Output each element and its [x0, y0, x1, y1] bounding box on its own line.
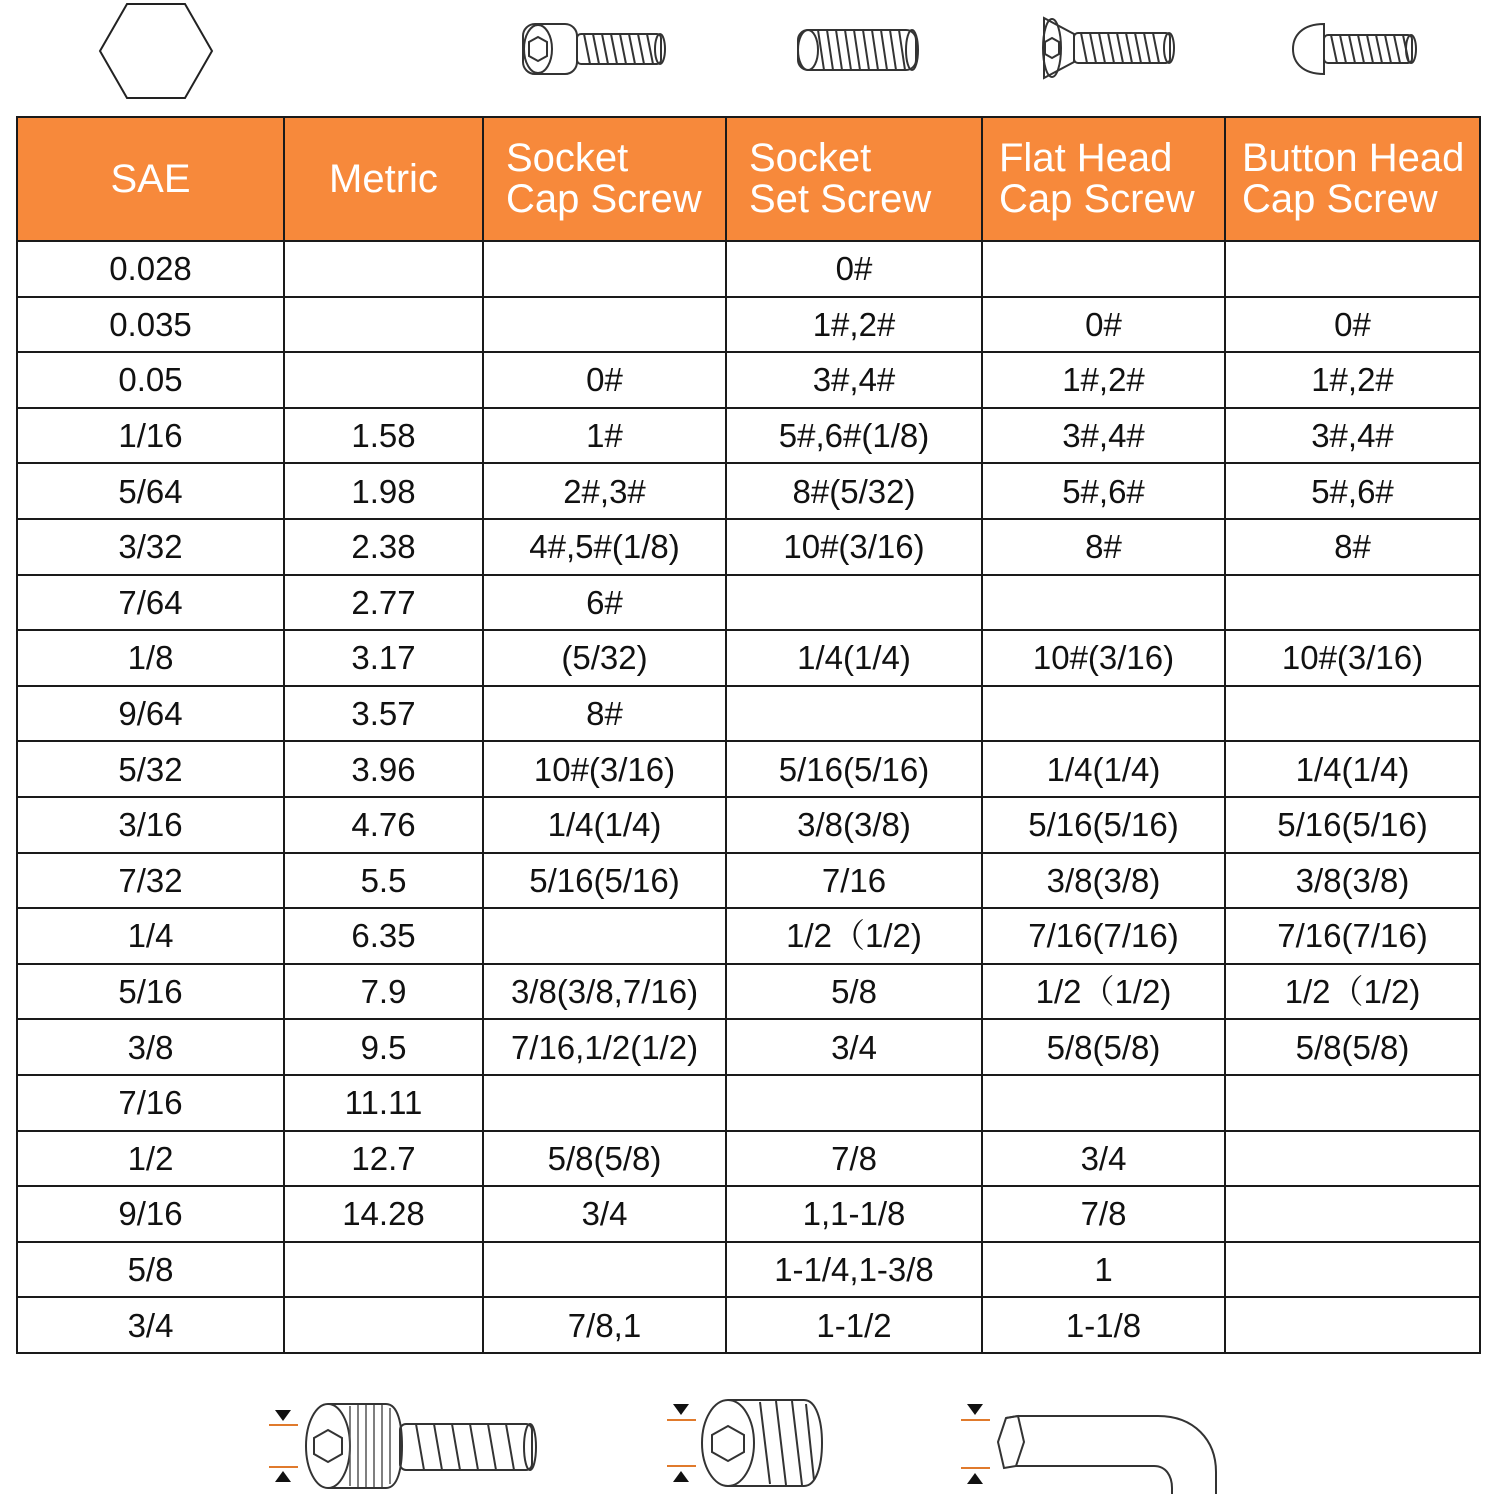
table-row: [17, 964, 1480, 1020]
cell-socket-set-screw: 3#,4#: [726, 352, 982, 408]
cell-socket-cap-screw: 7/16,1/2(1/2): [483, 1019, 726, 1075]
cell-button-head-cap-screw: 3/8(3/8): [1225, 853, 1480, 909]
cell-flat-head-cap-screw: [982, 241, 1225, 297]
cell-button-head-cap-screw: [1225, 1242, 1480, 1298]
cell-socket-cap-screw: [483, 297, 726, 353]
cell-socket-set-screw: 3/4: [726, 1019, 982, 1075]
cell-metric: 11.11: [284, 1075, 483, 1131]
cell-sae: 9/64: [17, 686, 284, 742]
header-flat-head-cap-screw: Flat Head Cap Screw: [982, 117, 1225, 241]
cell-button-head-cap-screw: [1225, 575, 1480, 631]
cell-socket-set-screw: 5/16(5/16): [726, 741, 982, 797]
cell-socket-cap-screw: 3/8(3/8,7/16): [483, 964, 726, 1020]
cell-socket-set-screw: [726, 1075, 982, 1131]
button-head-cap-screw-icon: [1290, 18, 1418, 80]
cell-metric: 14.28: [284, 1186, 483, 1242]
cell-sae: 5/64: [17, 463, 284, 519]
cell-sae: 0.05: [17, 352, 284, 408]
header-metric: Metric: [284, 117, 483, 241]
cell-socket-cap-screw: 8#: [483, 686, 726, 742]
table-row: [17, 408, 1480, 464]
cell-socket-cap-screw: 10#(3/16): [483, 741, 726, 797]
cell-metric: 12.7: [284, 1131, 483, 1187]
cell-button-head-cap-screw: 5#,6#: [1225, 463, 1480, 519]
table-row: [17, 908, 1480, 964]
socket-set-screw-icon: [794, 26, 922, 74]
cell-socket-set-screw: 1,1-1/8: [726, 1186, 982, 1242]
cell-socket-set-screw: 3/8(3/8): [726, 797, 982, 853]
cell-flat-head-cap-screw: 1/2（1/2): [982, 964, 1225, 1020]
hex-key-size-chart: [16, 116, 1481, 1354]
table-row: [17, 1131, 1480, 1187]
cell-button-head-cap-screw: 7/16(7/16): [1225, 908, 1480, 964]
cell-button-head-cap-screw: 10#(3/16): [1225, 630, 1480, 686]
table-row: [17, 686, 1480, 742]
cell-flat-head-cap-screw: [982, 575, 1225, 631]
cell-metric: 1.58: [284, 408, 483, 464]
cell-socket-cap-screw: 0#: [483, 352, 726, 408]
cell-flat-head-cap-screw: 7/16(7/16): [982, 908, 1225, 964]
cell-flat-head-cap-screw: 8#: [982, 519, 1225, 575]
cell-metric: 9.5: [284, 1019, 483, 1075]
cell-sae: 7/16: [17, 1075, 284, 1131]
cell-socket-cap-screw: 5/16(5/16): [483, 853, 726, 909]
header-row: [17, 117, 1480, 241]
table-row: [17, 797, 1480, 853]
cell-button-head-cap-screw: [1225, 686, 1480, 742]
cell-socket-cap-screw: 7/8,1: [483, 1297, 726, 1353]
cell-flat-head-cap-screw: 1-1/8: [982, 1297, 1225, 1353]
cell-socket-set-screw: 1-1/2: [726, 1297, 982, 1353]
cell-sae: 0.028: [17, 241, 284, 297]
cell-socket-cap-screw: 3/4: [483, 1186, 726, 1242]
cell-button-head-cap-screw: 1#,2#: [1225, 352, 1480, 408]
table-row: [17, 297, 1480, 353]
cell-flat-head-cap-screw: 7/8: [982, 1186, 1225, 1242]
cell-flat-head-cap-screw: 0#: [982, 297, 1225, 353]
cell-flat-head-cap-screw: 3/8(3/8): [982, 853, 1225, 909]
cell-button-head-cap-screw: 0#: [1225, 297, 1480, 353]
table-row: [17, 1186, 1480, 1242]
cell-button-head-cap-screw: [1225, 1297, 1480, 1353]
cell-sae: 0.035: [17, 297, 284, 353]
cell-socket-set-screw: 1/2（1/2): [726, 908, 982, 964]
cell-metric: 6.35: [284, 908, 483, 964]
cell-metric: 4.76: [284, 797, 483, 853]
cell-sae: 3/32: [17, 519, 284, 575]
header-socket-set-screw: Socket Set Screw: [726, 117, 982, 241]
cell-socket-cap-screw: 4#,5#(1/8): [483, 519, 726, 575]
flat-head-cap-screw-icon: [1040, 14, 1176, 82]
header-sae: SAE: [17, 117, 284, 241]
cell-sae: 5/8: [17, 1242, 284, 1298]
cell-socket-set-screw: [726, 686, 982, 742]
cell-socket-cap-screw: 5/8(5/8): [483, 1131, 726, 1187]
cell-socket-cap-screw: 2#,3#: [483, 463, 726, 519]
cell-socket-cap-screw: 1/4(1/4): [483, 797, 726, 853]
cell-metric: [284, 297, 483, 353]
cell-socket-cap-screw: [483, 1075, 726, 1131]
cell-flat-head-cap-screw: 1: [982, 1242, 1225, 1298]
socket-cap-screw-dimension-icon: [266, 1400, 538, 1494]
cell-flat-head-cap-screw: 1#,2#: [982, 352, 1225, 408]
cell-sae: 3/16: [17, 797, 284, 853]
cell-metric: 1.98: [284, 463, 483, 519]
cell-socket-set-screw: 7/8: [726, 1131, 982, 1187]
cell-button-head-cap-screw: 5/8(5/8): [1225, 1019, 1480, 1075]
table-row: [17, 1019, 1480, 1075]
cell-button-head-cap-screw: [1225, 1131, 1480, 1187]
table-row: [17, 1075, 1480, 1131]
cell-sae: 7/64: [17, 575, 284, 631]
hexagon-icon: [98, 2, 214, 100]
cell-metric: 3.57: [284, 686, 483, 742]
cell-socket-set-screw: 8#(5/32): [726, 463, 982, 519]
cell-metric: 2.77: [284, 575, 483, 631]
table-row: [17, 575, 1480, 631]
cell-flat-head-cap-screw: [982, 1075, 1225, 1131]
cell-button-head-cap-screw: [1225, 1186, 1480, 1242]
cell-button-head-cap-screw: [1225, 241, 1480, 297]
cell-metric: [284, 352, 483, 408]
cell-metric: 7.9: [284, 964, 483, 1020]
cell-socket-cap-screw: [483, 241, 726, 297]
set-screw-dimension-icon: [664, 1396, 828, 1492]
cell-socket-cap-screw: 6#: [483, 575, 726, 631]
cell-sae: 1/16: [17, 408, 284, 464]
table-row: [17, 1297, 1480, 1353]
cell-flat-head-cap-screw: 5#,6#: [982, 463, 1225, 519]
cell-flat-head-cap-screw: 3/4: [982, 1131, 1225, 1187]
cell-button-head-cap-screw: [1225, 1075, 1480, 1131]
cell-metric: 5.5: [284, 853, 483, 909]
cell-sae: 5/16: [17, 964, 284, 1020]
cell-metric: 2.38: [284, 519, 483, 575]
cell-button-head-cap-screw: 5/16(5/16): [1225, 797, 1480, 853]
cell-flat-head-cap-screw: 5/16(5/16): [982, 797, 1225, 853]
cell-sae: 7/32: [17, 853, 284, 909]
cell-metric: 3.17: [284, 630, 483, 686]
cell-flat-head-cap-screw: 5/8(5/8): [982, 1019, 1225, 1075]
cell-sae: 1/4: [17, 908, 284, 964]
table-row: [17, 241, 1480, 297]
cell-socket-cap-screw: [483, 908, 726, 964]
cell-button-head-cap-screw: 1/2（1/2): [1225, 964, 1480, 1020]
cell-metric: [284, 1297, 483, 1353]
cell-flat-head-cap-screw: [982, 686, 1225, 742]
table-row: [17, 853, 1480, 909]
table-row: [17, 352, 1480, 408]
cell-socket-set-screw: 5/8: [726, 964, 982, 1020]
cell-socket-set-screw: 10#(3/16): [726, 519, 982, 575]
cell-sae: 3/4: [17, 1297, 284, 1353]
table-row: [17, 630, 1480, 686]
cell-socket-set-screw: 1/4(1/4): [726, 630, 982, 686]
cell-flat-head-cap-screw: 1/4(1/4): [982, 741, 1225, 797]
table-row: [17, 741, 1480, 797]
cell-socket-set-screw: 0#: [726, 241, 982, 297]
table-row: [17, 519, 1480, 575]
cell-sae: 1/8: [17, 630, 284, 686]
cell-socket-set-screw: 5#,6#(1/8): [726, 408, 982, 464]
cell-sae: 5/32: [17, 741, 284, 797]
cell-sae: 9/16: [17, 1186, 284, 1242]
cell-sae: 3/8: [17, 1019, 284, 1075]
cell-socket-set-screw: [726, 575, 982, 631]
hex-key-dimension-icon: [958, 1402, 1222, 1494]
cell-flat-head-cap-screw: 3#,4#: [982, 408, 1225, 464]
cell-metric: 3.96: [284, 741, 483, 797]
cell-button-head-cap-screw: 3#,4#: [1225, 408, 1480, 464]
cell-socket-cap-screw: (5/32): [483, 630, 726, 686]
header-socket-cap-screw: Socket Cap Screw: [483, 117, 726, 241]
cell-sae: 1/2: [17, 1131, 284, 1187]
cell-socket-cap-screw: 1#: [483, 408, 726, 464]
cell-metric: [284, 241, 483, 297]
cell-socket-set-screw: 1#,2#: [726, 297, 982, 353]
cell-button-head-cap-screw: 1/4(1/4): [1225, 741, 1480, 797]
table-row: [17, 463, 1480, 519]
cell-socket-cap-screw: [483, 1242, 726, 1298]
cell-socket-set-screw: 1-1/4,1-3/8: [726, 1242, 982, 1298]
cell-socket-set-screw: 7/16: [726, 853, 982, 909]
cell-button-head-cap-screw: 8#: [1225, 519, 1480, 575]
top-icons-row: [0, 0, 1496, 112]
cell-flat-head-cap-screw: 10#(3/16): [982, 630, 1225, 686]
bottom-icons-row: [0, 1370, 1496, 1496]
table-row: [17, 1242, 1480, 1298]
header-button-head-cap-screw: Button Head Cap Screw: [1225, 117, 1480, 241]
socket-cap-screw-icon: [520, 18, 666, 80]
cell-metric: [284, 1242, 483, 1298]
